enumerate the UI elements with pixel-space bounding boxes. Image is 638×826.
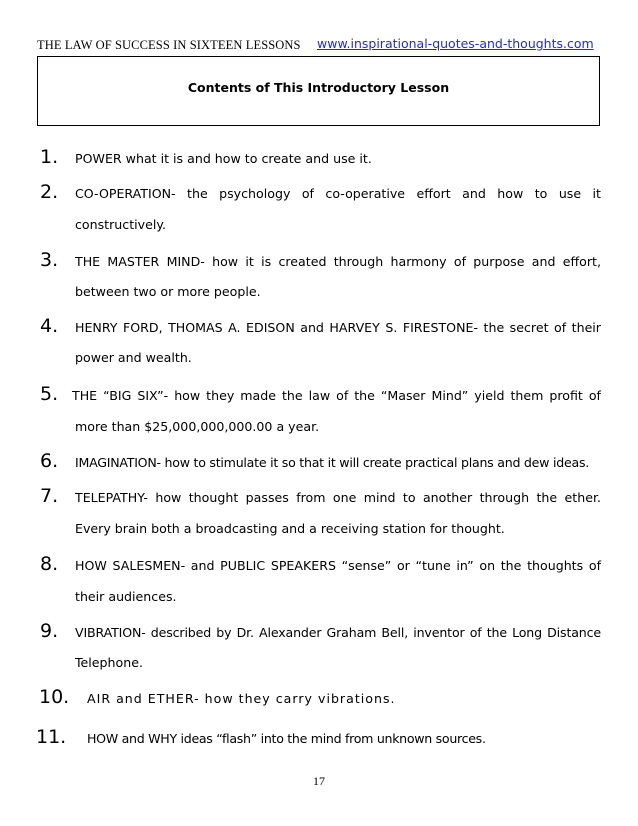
running-header-title: THE LAW OF SUCCESS IN SIXTEEN LESSONS [37, 38, 301, 52]
item-text: THE MASTER MIND- how it is created through harmony of purpose and effort, [75, 254, 601, 269]
item-text-continued: power and wealth. [75, 350, 192, 365]
item-text: IMAGINATION- how to stimulate it so that it will create practical plans and dew ideas. [75, 455, 590, 470]
item-text: HENRY FORD, THOMAS A. EDISON and HARVEY S. FIRESTONE- the secret of their [75, 320, 601, 335]
item-text: POWER what it is and how to create and use it. [75, 151, 372, 166]
item-number: 11. [36, 726, 67, 748]
contents-title: Contents of This Introductory Lesson [187, 80, 450, 95]
item-text: AIR and ETHER- how they carry vibrations. [87, 691, 396, 706]
item-text: TELEPATHY- how thought passes from one mind to another through the ether. [75, 490, 601, 505]
item-text-continued: Telephone. [75, 655, 143, 670]
item-number: 3. [40, 249, 59, 271]
item-text: THE “BIG SIX”- how they made the law of the “Maser Mind” yield them profit of [72, 388, 601, 403]
item-text: CO-OPERATION- the psychology of co-operative effort and how to use it [75, 186, 601, 201]
item-text-continued: constructively. [75, 217, 166, 232]
item-text-continued: more than $25,000,000,000.00 a year. [75, 419, 320, 434]
page-number: 17 [313, 774, 325, 788]
item-text-continued: their audiences. [75, 589, 177, 604]
item-number: 10. [39, 686, 70, 708]
item-number: 6. [40, 450, 59, 472]
item-text: HOW SALESMEN- and PUBLIC SPEAKERS “sense” or “tune in” on the thoughts of [75, 558, 601, 573]
item-number: 4. [40, 315, 59, 337]
item-number: 2. [40, 181, 59, 203]
item-text-continued: between two or more people. [75, 284, 261, 299]
contents-box [37, 56, 600, 126]
item-text: HOW and WHY ideas “flash” into the mind from unknown sources. [87, 731, 486, 746]
item-text-continued: Every brain both a broadcasting and a receiving station for thought. [75, 521, 505, 536]
item-number: 8. [40, 553, 59, 575]
item-number: 1. [40, 146, 59, 168]
item-number: 5. [40, 383, 59, 405]
item-number: 7. [40, 485, 59, 507]
item-text: VIBRATION- described by Dr. Alexander Graham Bell, inventor of the Long Distance [75, 625, 601, 640]
item-number: 9. [40, 620, 59, 642]
header-website-link[interactable]: www.inspirational-quotes-and-thoughts.com [317, 36, 594, 51]
